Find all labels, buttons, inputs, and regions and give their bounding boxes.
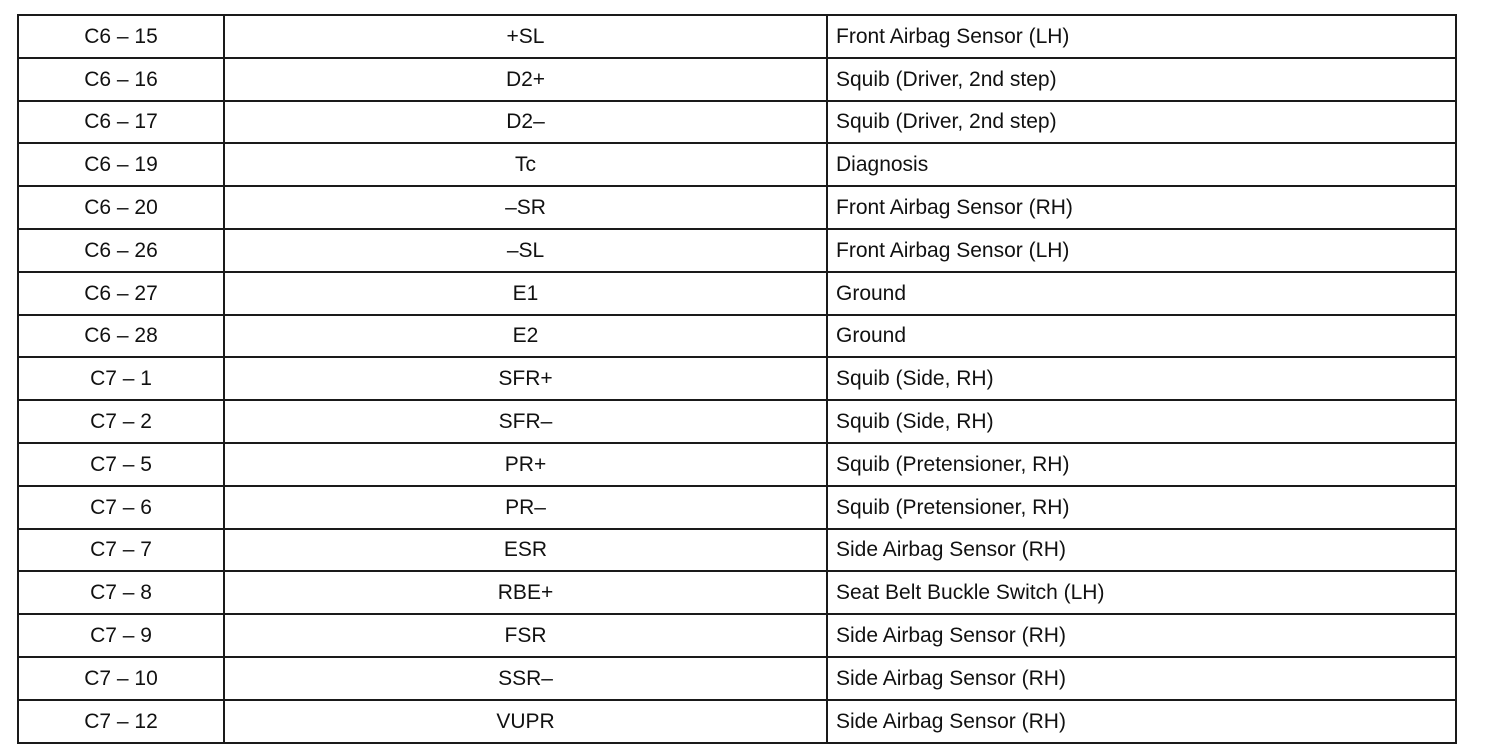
condition-cell: Front Airbag Sensor (LH) [827, 229, 1456, 272]
table-row [18, 15, 1456, 58]
condition-cell: Squib (Pretensioner, RH) [827, 443, 1456, 486]
condition-cell: Squib (Side, RH) [827, 357, 1456, 400]
terminal-no-cell: C7 – 9 [18, 614, 224, 657]
condition-cell: Side Airbag Sensor (RH) [827, 700, 1456, 743]
terminal-no-cell: C7 – 1 [18, 357, 224, 400]
terminal-table [17, 14, 1457, 744]
terminal-no-cell: C7 – 12 [18, 700, 224, 743]
symbol-cell: Tc [224, 143, 827, 186]
symbol-cell: SFR– [224, 400, 827, 443]
condition-cell: Seat Belt Buckle Switch (LH) [827, 571, 1456, 614]
condition-cell: Diagnosis [827, 143, 1456, 186]
symbol-cell: RBE+ [224, 571, 827, 614]
symbol-cell: ESR [224, 529, 827, 572]
terminal-no-cell: C7 – 2 [18, 400, 224, 443]
table-row [18, 529, 1456, 572]
symbol-cell: VUPR [224, 700, 827, 743]
symbol-cell: D2– [224, 101, 827, 144]
table-body [18, 15, 1456, 743]
condition-cell: Side Airbag Sensor (RH) [827, 529, 1456, 572]
condition-cell: Squib (Side, RH) [827, 400, 1456, 443]
table-row [18, 700, 1456, 743]
symbol-cell: PR+ [224, 443, 827, 486]
symbol-cell: –SL [224, 229, 827, 272]
terminal-no-cell: C6 – 27 [18, 272, 224, 315]
table-row [18, 400, 1456, 443]
terminal-no-cell: C7 – 6 [18, 486, 224, 529]
condition-cell: Squib (Driver, 2nd step) [827, 58, 1456, 101]
table-row [18, 657, 1456, 700]
condition-cell: Side Airbag Sensor (RH) [827, 657, 1456, 700]
table-row [18, 101, 1456, 144]
symbol-cell: –SR [224, 186, 827, 229]
symbol-cell: FSR [224, 614, 827, 657]
symbol-cell: D2+ [224, 58, 827, 101]
table-row [18, 571, 1456, 614]
terminal-no-cell: C6 – 17 [18, 101, 224, 144]
symbol-cell: E2 [224, 315, 827, 358]
terminal-no-cell: C7 – 5 [18, 443, 224, 486]
table-row [18, 272, 1456, 315]
table-row [18, 229, 1456, 272]
terminal-no-cell: C6 – 26 [18, 229, 224, 272]
condition-cell: Squib (Pretensioner, RH) [827, 486, 1456, 529]
table-row [18, 58, 1456, 101]
terminal-no-cell: C7 – 8 [18, 571, 224, 614]
condition-cell: Ground [827, 315, 1456, 358]
condition-cell: Front Airbag Sensor (LH) [827, 15, 1456, 58]
terminal-no-cell: C6 – 28 [18, 315, 224, 358]
terminal-no-cell: C6 – 16 [18, 58, 224, 101]
table-row [18, 443, 1456, 486]
table-row [18, 357, 1456, 400]
terminal-no-cell: C7 – 10 [18, 657, 224, 700]
terminal-no-cell: C6 – 19 [18, 143, 224, 186]
symbol-cell: E1 [224, 272, 827, 315]
table-row [18, 186, 1456, 229]
condition-cell: Ground [827, 272, 1456, 315]
symbol-cell: +SL [224, 15, 827, 58]
terminal-no-cell: C7 – 7 [18, 529, 224, 572]
terminal-no-cell: C6 – 15 [18, 15, 224, 58]
condition-cell: Front Airbag Sensor (RH) [827, 186, 1456, 229]
table-row [18, 614, 1456, 657]
symbol-cell: SSR– [224, 657, 827, 700]
condition-cell: Squib (Driver, 2nd step) [827, 101, 1456, 144]
condition-cell: Side Airbag Sensor (RH) [827, 614, 1456, 657]
symbol-cell: PR– [224, 486, 827, 529]
symbol-cell: SFR+ [224, 357, 827, 400]
terminal-no-cell: C6 – 20 [18, 186, 224, 229]
table-row [18, 486, 1456, 529]
table-row [18, 315, 1456, 358]
table-row [18, 143, 1456, 186]
